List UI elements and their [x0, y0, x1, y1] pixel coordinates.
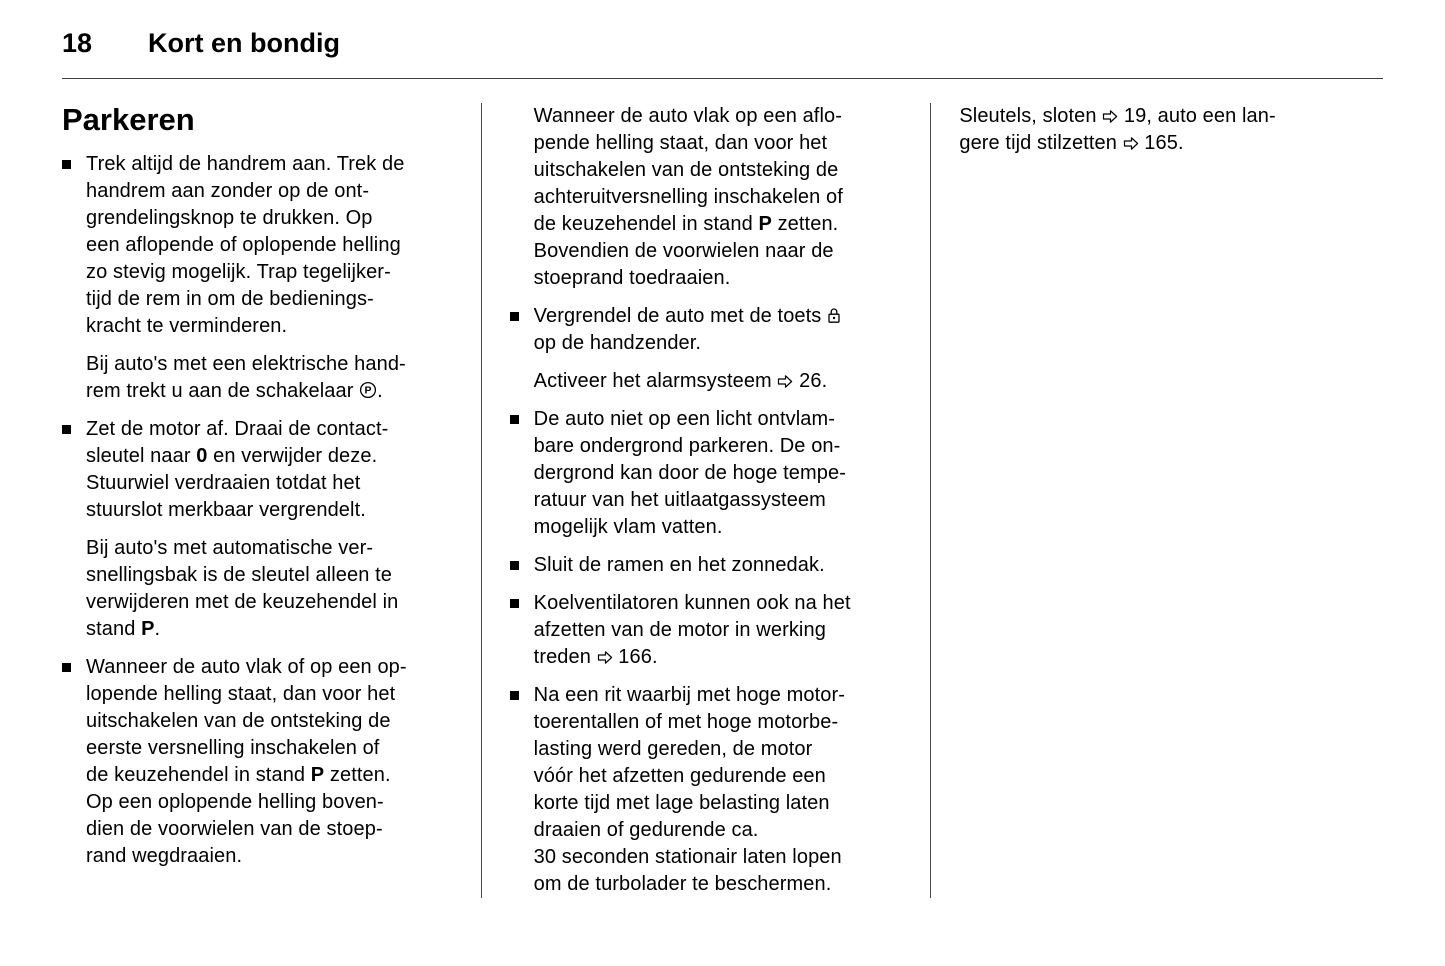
text-run: Zet de motor af. Draai de contact-	[86, 418, 389, 440]
ref-arrow-icon	[777, 368, 793, 395]
text-run: lasting werd gereden, de motor	[533, 738, 813, 760]
ref-arrow-icon	[1102, 103, 1118, 130]
text-run: uitschakelen van de ontsteking de	[86, 710, 391, 732]
list-item	[510, 303, 909, 357]
text-run: treden	[533, 646, 597, 668]
column-1	[62, 103, 481, 898]
text-run: Na een rit waarbij met hoge motor-	[533, 684, 845, 706]
text-run: P	[758, 213, 772, 235]
text-run: P	[141, 618, 155, 640]
text-run: 30 seconden stationair laten lopen	[533, 846, 842, 868]
paragraph	[534, 590, 851, 671]
text-run: 26.	[793, 370, 828, 392]
text-run: gere tijd stilzetten	[959, 132, 1123, 154]
bullet-square-icon	[62, 425, 71, 434]
text-run: Koelventilatoren kunnen ook na het	[533, 592, 851, 614]
text-run: Activeer het alarmsysteem	[533, 370, 778, 392]
text-run: Wanneer de auto vlak op een aflo-	[533, 105, 842, 127]
text-run: lopende helling staat, dan voor het	[86, 683, 396, 705]
list-item	[62, 416, 459, 524]
paragraph	[534, 303, 841, 357]
text-run: 166.	[612, 646, 658, 668]
text-run: Bij auto's met automatische ver-	[86, 537, 374, 559]
text-run: De auto niet op een licht ontvlam-	[533, 408, 836, 430]
lock-button-icon	[827, 303, 841, 330]
section-heading: Parkeren	[62, 102, 195, 137]
text-run: draaien of gedurende ca.	[533, 819, 759, 841]
text-run: snellingsbak is de sleutel alleen te	[86, 564, 393, 586]
text-run: stand	[86, 618, 142, 640]
column-3	[931, 103, 1383, 898]
park-switch-icon	[359, 378, 377, 405]
text-run: Sluit de ramen en het zonnedak.	[533, 554, 825, 576]
list-item	[510, 406, 909, 541]
text-run: 0	[196, 445, 208, 467]
paragraph	[86, 654, 407, 870]
text-run: Bij auto's met een elektrische hand-	[86, 353, 406, 375]
text-run: eerste versnelling inschakelen of	[86, 737, 380, 759]
paragraph	[86, 151, 404, 340]
paragraph	[86, 416, 388, 524]
text-run: de keuzehendel in stand	[533, 213, 759, 235]
sub-paragraph	[510, 368, 909, 395]
sub-paragraph	[62, 535, 459, 643]
column-2	[482, 103, 931, 898]
bullet-square-icon	[510, 599, 519, 608]
text-run: ratuur van het uitlaatgassysteem	[533, 489, 826, 511]
cross-reference-paragraph	[959, 103, 1383, 157]
text-run: pende helling staat, dan voor het	[533, 132, 828, 154]
paragraph	[86, 535, 398, 643]
text-run: zo stevig mogelijk. Trap tegelijker-	[86, 261, 391, 283]
list-item	[62, 654, 459, 870]
text-run: stuurslot merkbaar vergrendelt.	[86, 499, 366, 521]
text-run: Stuurwiel verdraaien totdat het	[86, 472, 361, 494]
text-run: om de turbolader te beschermen.	[533, 873, 832, 895]
text-run: grendelingsknop te drukken. Op	[86, 207, 373, 229]
chapter-title: Kort en bondig	[148, 28, 341, 58]
text-run: kracht te verminderen.	[86, 315, 288, 337]
text-run: .	[377, 380, 383, 402]
text-run: P	[310, 764, 325, 786]
text-run: Trek altijd de handrem aan. Trek de	[86, 153, 405, 175]
text-run: zetten.	[771, 213, 839, 235]
paragraph	[959, 103, 1275, 157]
text-run: rand wegdraaien.	[86, 845, 243, 867]
text-run: Bovendien de voorwielen naar de	[533, 240, 834, 262]
text-run: tijd de rem in om de bedienings-	[86, 288, 374, 310]
text-run: stoeprand toedraaien.	[533, 267, 731, 289]
text-run: 19, auto een lan-	[1118, 105, 1276, 127]
text-run: rem trekt u aan de schakelaar	[86, 380, 360, 402]
paragraph	[86, 351, 406, 405]
list-item	[62, 151, 459, 340]
page-header	[62, 26, 1383, 60]
text-run: bare ondergrond parkeren. De on-	[533, 435, 841, 457]
svg-text:P: P	[364, 384, 372, 397]
text-run: zetten.	[324, 764, 391, 786]
bullet-square-icon	[510, 312, 519, 321]
text-run: .	[154, 618, 161, 640]
text-run: vóór het afzetten gedurende een	[533, 765, 826, 787]
text-run: op de handzender.	[533, 332, 702, 354]
bullet-square-icon	[510, 415, 519, 424]
paragraph	[534, 682, 845, 898]
text-run: korte tijd met lage belasting laten	[533, 792, 830, 814]
text-run: mogelijk vlam vatten.	[533, 516, 723, 538]
text-run: Wanneer de auto vlak of op een op-	[86, 656, 407, 678]
continued-paragraph	[510, 103, 909, 292]
text-run: Vergrendel de auto met de toets	[533, 305, 828, 327]
text-run: toerentallen of met hoge motorbe-	[533, 711, 839, 733]
list-item	[510, 682, 909, 898]
paragraph	[534, 103, 843, 292]
list-item	[510, 590, 909, 671]
text-run: dien de voorwielen van de stoep-	[86, 818, 383, 840]
bullet-square-icon	[62, 663, 71, 672]
bullet-square-icon	[510, 561, 519, 570]
bullet-square-icon	[62, 160, 71, 169]
paragraph	[534, 552, 825, 579]
text-run: de keuzehendel in stand	[86, 764, 311, 786]
text-run: dergrond kan door de hoge tempe-	[533, 462, 846, 484]
text-run: een aflopende of oplopende helling	[86, 234, 401, 256]
text-run: verwijderen met de keuzehendel in	[86, 591, 399, 613]
text-run: Sleutels, sloten	[959, 105, 1103, 127]
ref-arrow-icon	[597, 644, 613, 671]
text-run: en verwijder deze.	[207, 445, 378, 467]
text-run: Op een oplopende helling boven-	[86, 791, 384, 813]
bullet-square-icon	[510, 691, 519, 700]
text-run: 165.	[1138, 132, 1184, 154]
list-item	[510, 552, 909, 579]
header-rule	[62, 78, 1383, 79]
text-run: afzetten van de motor in werking	[533, 619, 826, 641]
paragraph	[534, 368, 828, 395]
sub-paragraph	[62, 351, 459, 405]
text-run: achteruitversnelling inschakelen of	[533, 186, 843, 208]
page-number: 18	[62, 28, 93, 58]
text-run: handrem aan zonder op de ont-	[86, 180, 370, 202]
text-run: uitschakelen van de ontsteking de	[533, 159, 839, 181]
page-content	[62, 103, 1383, 898]
text-run: sleutel naar	[86, 445, 197, 467]
paragraph	[534, 406, 846, 541]
ref-arrow-icon	[1123, 130, 1139, 157]
